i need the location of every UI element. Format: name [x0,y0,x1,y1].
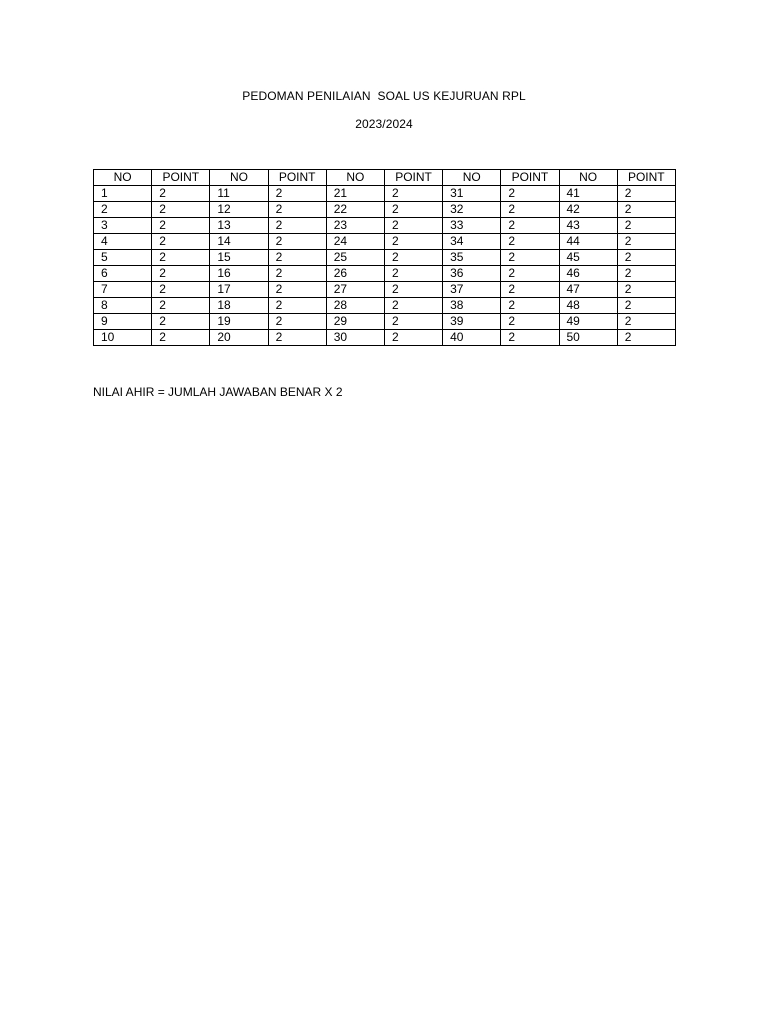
question-number-cell: 26 [326,266,384,282]
point-cell: 2 [384,298,442,314]
question-number-cell: 15 [210,250,268,266]
question-number-cell: 20 [210,330,268,346]
point-cell: 2 [501,330,559,346]
point-cell: 2 [617,202,675,218]
point-cell: 2 [617,234,675,250]
point-cell: 2 [268,314,326,330]
point-cell: 2 [152,218,210,234]
point-cell: 2 [501,250,559,266]
point-cell: 2 [501,186,559,202]
point-cell: 2 [501,266,559,282]
column-header-no: NO [94,170,152,186]
table-row [94,330,676,346]
point-cell: 2 [268,234,326,250]
question-number-cell: 35 [443,250,501,266]
question-number-cell: 34 [443,234,501,250]
point-cell: 2 [268,202,326,218]
column-header-no: NO [559,170,617,186]
point-cell: 2 [501,282,559,298]
question-number-cell: 31 [443,186,501,202]
question-number-cell: 32 [443,202,501,218]
point-cell: 2 [384,314,442,330]
point-cell: 2 [617,330,675,346]
question-number-cell: 50 [559,330,617,346]
question-number-cell: 24 [326,234,384,250]
table-row [94,298,676,314]
question-number-cell: 5 [94,250,152,266]
question-number-cell: 30 [326,330,384,346]
point-cell: 2 [501,218,559,234]
document-title: PEDOMAN PENILAIAN SOAL US KEJURUAN RPL [242,89,526,103]
question-number-cell: 45 [559,250,617,266]
question-number-cell: 13 [210,218,268,234]
point-cell: 2 [268,298,326,314]
point-cell: 2 [617,282,675,298]
point-cell: 2 [501,298,559,314]
point-cell: 2 [501,202,559,218]
question-number-cell: 29 [326,314,384,330]
column-header-point: POINT [501,170,559,186]
point-cell: 2 [268,218,326,234]
point-cell: 2 [152,314,210,330]
point-cell: 2 [268,250,326,266]
table-row [94,314,676,330]
column-header-no: NO [443,170,501,186]
table-row [94,234,676,250]
question-number-cell: 18 [210,298,268,314]
point-cell: 2 [617,314,675,330]
column-header-no: NO [210,170,268,186]
question-number-cell: 37 [443,282,501,298]
question-number-cell: 44 [559,234,617,250]
point-cell: 2 [152,266,210,282]
question-number-cell: 19 [210,314,268,330]
point-cell: 2 [384,250,442,266]
question-number-cell: 41 [559,186,617,202]
point-cell: 2 [152,298,210,314]
point-cell: 2 [617,298,675,314]
table-row [94,266,676,282]
table-header-row [94,170,676,186]
point-cell: 2 [152,202,210,218]
question-number-cell: 3 [94,218,152,234]
point-cell: 2 [152,234,210,250]
question-number-cell: 1 [94,186,152,202]
table-row [94,218,676,234]
question-number-cell: 12 [210,202,268,218]
point-cell: 2 [384,218,442,234]
question-number-cell: 49 [559,314,617,330]
question-number-cell: 17 [210,282,268,298]
question-number-cell: 2 [94,202,152,218]
question-number-cell: 42 [559,202,617,218]
question-number-cell: 46 [559,266,617,282]
question-number-cell: 39 [443,314,501,330]
question-number-cell: 8 [94,298,152,314]
question-number-cell: 40 [443,330,501,346]
question-number-cell: 22 [326,202,384,218]
question-number-cell: 48 [559,298,617,314]
column-header-point: POINT [268,170,326,186]
question-number-cell: 7 [94,282,152,298]
point-cell: 2 [617,218,675,234]
point-cell: 2 [268,330,326,346]
question-number-cell: 9 [94,314,152,330]
question-number-cell: 43 [559,218,617,234]
table-row [94,282,676,298]
point-cell: 2 [152,282,210,298]
question-number-cell: 10 [94,330,152,346]
question-number-cell: 4 [94,234,152,250]
point-cell: 2 [152,250,210,266]
point-cell: 2 [617,250,675,266]
column-header-point: POINT [384,170,442,186]
question-number-cell: 23 [326,218,384,234]
column-header-point: POINT [617,170,675,186]
point-cell: 2 [152,330,210,346]
question-number-cell: 33 [443,218,501,234]
point-cell: 2 [617,266,675,282]
point-cell: 2 [384,282,442,298]
table-row [94,202,676,218]
question-number-cell: 27 [326,282,384,298]
point-cell: 2 [384,234,442,250]
question-number-cell: 47 [559,282,617,298]
point-cell: 2 [501,314,559,330]
question-number-cell: 6 [94,266,152,282]
point-cell: 2 [268,282,326,298]
scoring-table [93,169,676,346]
question-number-cell: 14 [210,234,268,250]
question-number-cell: 38 [443,298,501,314]
question-number-cell: 25 [326,250,384,266]
point-cell: 2 [384,186,442,202]
point-cell: 2 [501,234,559,250]
question-number-cell: 11 [210,186,268,202]
column-header-point: POINT [152,170,210,186]
point-cell: 2 [384,202,442,218]
question-number-cell: 21 [326,186,384,202]
point-cell: 2 [268,266,326,282]
column-header-no: NO [326,170,384,186]
point-cell: 2 [384,266,442,282]
question-number-cell: 36 [443,266,501,282]
table-row [94,250,676,266]
point-cell: 2 [384,330,442,346]
point-cell: 2 [268,186,326,202]
point-cell: 2 [617,186,675,202]
question-number-cell: 28 [326,298,384,314]
score-formula: NILAI AHIR = JUMLAH JAWABAN BENAR X 2 [93,385,343,399]
point-cell: 2 [152,186,210,202]
document-year: 2023/2024 [355,117,413,131]
table-row [94,186,676,202]
question-number-cell: 16 [210,266,268,282]
